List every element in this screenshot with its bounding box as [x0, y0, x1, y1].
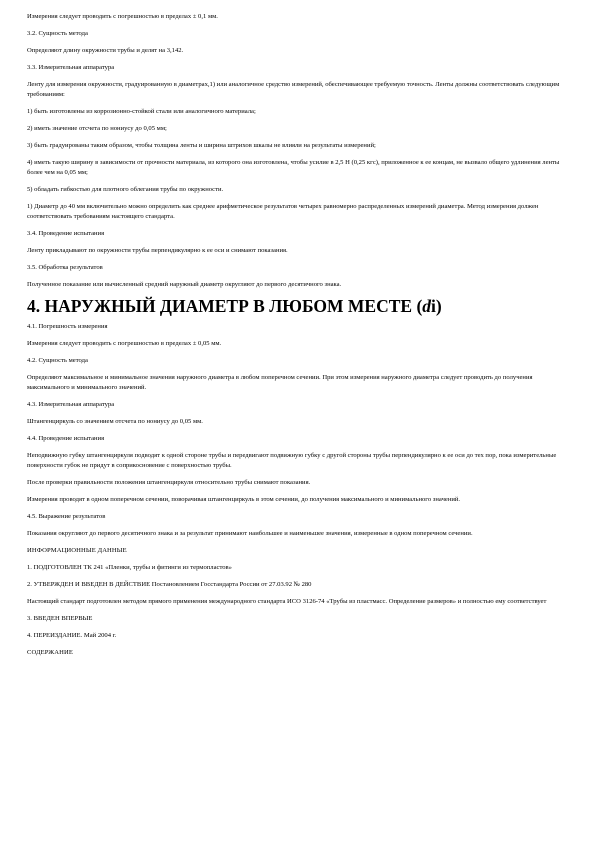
- paragraph-accuracy-3-1: Измерения следует проводить с погрешностью в пределах ± 0,1 мм.: [27, 13, 218, 20]
- paragraph-method-3-2: Определяют длину окружности трубы и делят на 3,142.: [27, 47, 184, 54]
- subheading-4-3: 4.3. Измерительная аппаратура: [27, 401, 115, 408]
- paragraph-procedure-4-4b: После проверки правильности положения штангенциркуля относительно трубы снимают показания.: [27, 479, 311, 486]
- info-item-4: 4. ПЕРЕИЗДАНИЕ. Май 2004 г.: [27, 632, 117, 639]
- section-heading-4-text: 4. НАРУЖНЫЙ ДИАМЕТР В ЛЮБОМ МЕСТЕ (: [27, 296, 423, 316]
- paragraph-method-4-2: Определяют максимальное и минимальное значения наружного диаметра в любом поперечном сечении. При этом измерения наружного диаметра следует проводить до получения максимального и минимального значений.: [27, 374, 533, 391]
- footnote-1: 1) Диаметр до 40 мм включительно можно определить как среднее арифметическое результатов четырех равномерно распределенных измерений диаметра. Метод измерения должен соответствовать требованиям настоящего стандарта.: [27, 203, 539, 220]
- subheading-3-2: 3.2. Сущность метода: [27, 30, 88, 37]
- info-item-2: 2. УТВЕРЖДЕН И ВВЕДЕН В ДЕЙСТВИЕ Постановлением Госстандарта России от 27.03.92 № 280: [27, 581, 312, 588]
- info-data-heading: ИНФОРМАЦИОННЫЕ ДАННЫЕ: [27, 547, 127, 554]
- section-heading-4-subscript: i: [431, 296, 436, 316]
- info-standard-note: Настоящий стандарт подготовлен методом прямого применения международного стандарта ИСО 3126-74 «Трубы из пластмасс. Определение размеров» и полностью ему соответствует: [27, 598, 547, 605]
- subheading-3-3: 3.3. Измерительная аппаратура: [27, 64, 115, 71]
- paragraph-accuracy-4-1: Измерения следует проводить с погрешностью в пределах ± 0,05 мм.: [27, 340, 222, 347]
- list-item-1: 1) быть изготовлены из коррозионно-стойкой стали или аналогичного материала;: [27, 108, 256, 115]
- document-page: [27, 12, 572, 658]
- paragraph-results-4-5: Показания округляют до первого десятичного знака и за результат принимают наибольшее и наименьшее значения, измеренные в одном поперечном сечении.: [27, 530, 473, 537]
- section-heading-4: [27, 295, 572, 317]
- paragraph-tape-requirements: Ленту для измерения окружности, градуированную в диаметрах,1) или аналогичное средство измерений, обеспечивающее требуемую точность. Ленты должны соответствовать следующим требованиям:: [27, 81, 560, 98]
- subheading-4-5: 4.5. Выражение результатов: [27, 513, 106, 520]
- subheading-3-5: 3.5. Обработка результатов: [27, 264, 103, 271]
- list-item-3: 3) быть градуированы таким образом, чтобы толщина ленты и ширина штрихов шкалы не влияли на результаты измерений;: [27, 142, 376, 149]
- section-heading-4-close: ): [435, 296, 442, 316]
- info-item-3: 3. ВВЕДЕН ВПЕРВЫЕ: [27, 615, 93, 622]
- info-item-1: 1. ПОДГОТОВЛЕН ТК 241 «Пленки, трубы и фитинги из термопластов»: [27, 564, 232, 571]
- list-item-4: 4) иметь такую ширину в зависимости от прочности материала, из которого она изготовлена, чтобы усилие в 2,5 Н (0,25 кгс), приложенное к ее концам, не вызвало общего удлинения ленты более чем на 0,05 мм;: [27, 159, 560, 176]
- subheading-3-4: 3.4. Проведение испытания: [27, 230, 105, 237]
- list-item-5: 5) обладать гибкостью для плотного облегания трубы по окружности.: [27, 186, 224, 193]
- paragraph-procedure-4-4a: Неподвижную губку штангенциркуля подводят к одной стороне трубы и передвигают подвижную губку с другой стороны трубы перпендикулярно к ее оси до тех пор, пока измерительные поверхности губок не придут в соприкосновение с поверхностью трубы.: [27, 452, 557, 469]
- paragraph-procedure-4-4c: Измерения проводят в одном поперечном сечении, поворачивая штангенциркуль в этом сечении, до получения максимального и минимального значений.: [27, 496, 461, 503]
- paragraph-caliper: Штангенциркуль со значением отсчета по нониусу до 0,05 мм.: [27, 418, 203, 425]
- section-heading-4-symbol: d: [422, 296, 432, 316]
- paragraph-procedure-3-4: Ленту прикладывают по окружности трубы перпендикулярно к ее оси и снимают показания.: [27, 247, 288, 254]
- list-item-2: 2) иметь значение отсчета по нониусу до 0,05 мм;: [27, 125, 167, 132]
- subheading-4-1: 4.1. Погрешность измерения: [27, 323, 108, 330]
- subheading-4-4: 4.4. Проведение испытания: [27, 435, 105, 442]
- subheading-4-2: 4.2. Сущность метода: [27, 357, 88, 364]
- contents-heading: СОДЕРЖАНИЕ: [27, 649, 74, 656]
- paragraph-results-3-5: Полученное показание или вычисленный средний наружный диаметр округляют до первого десятичного знака.: [27, 281, 342, 288]
